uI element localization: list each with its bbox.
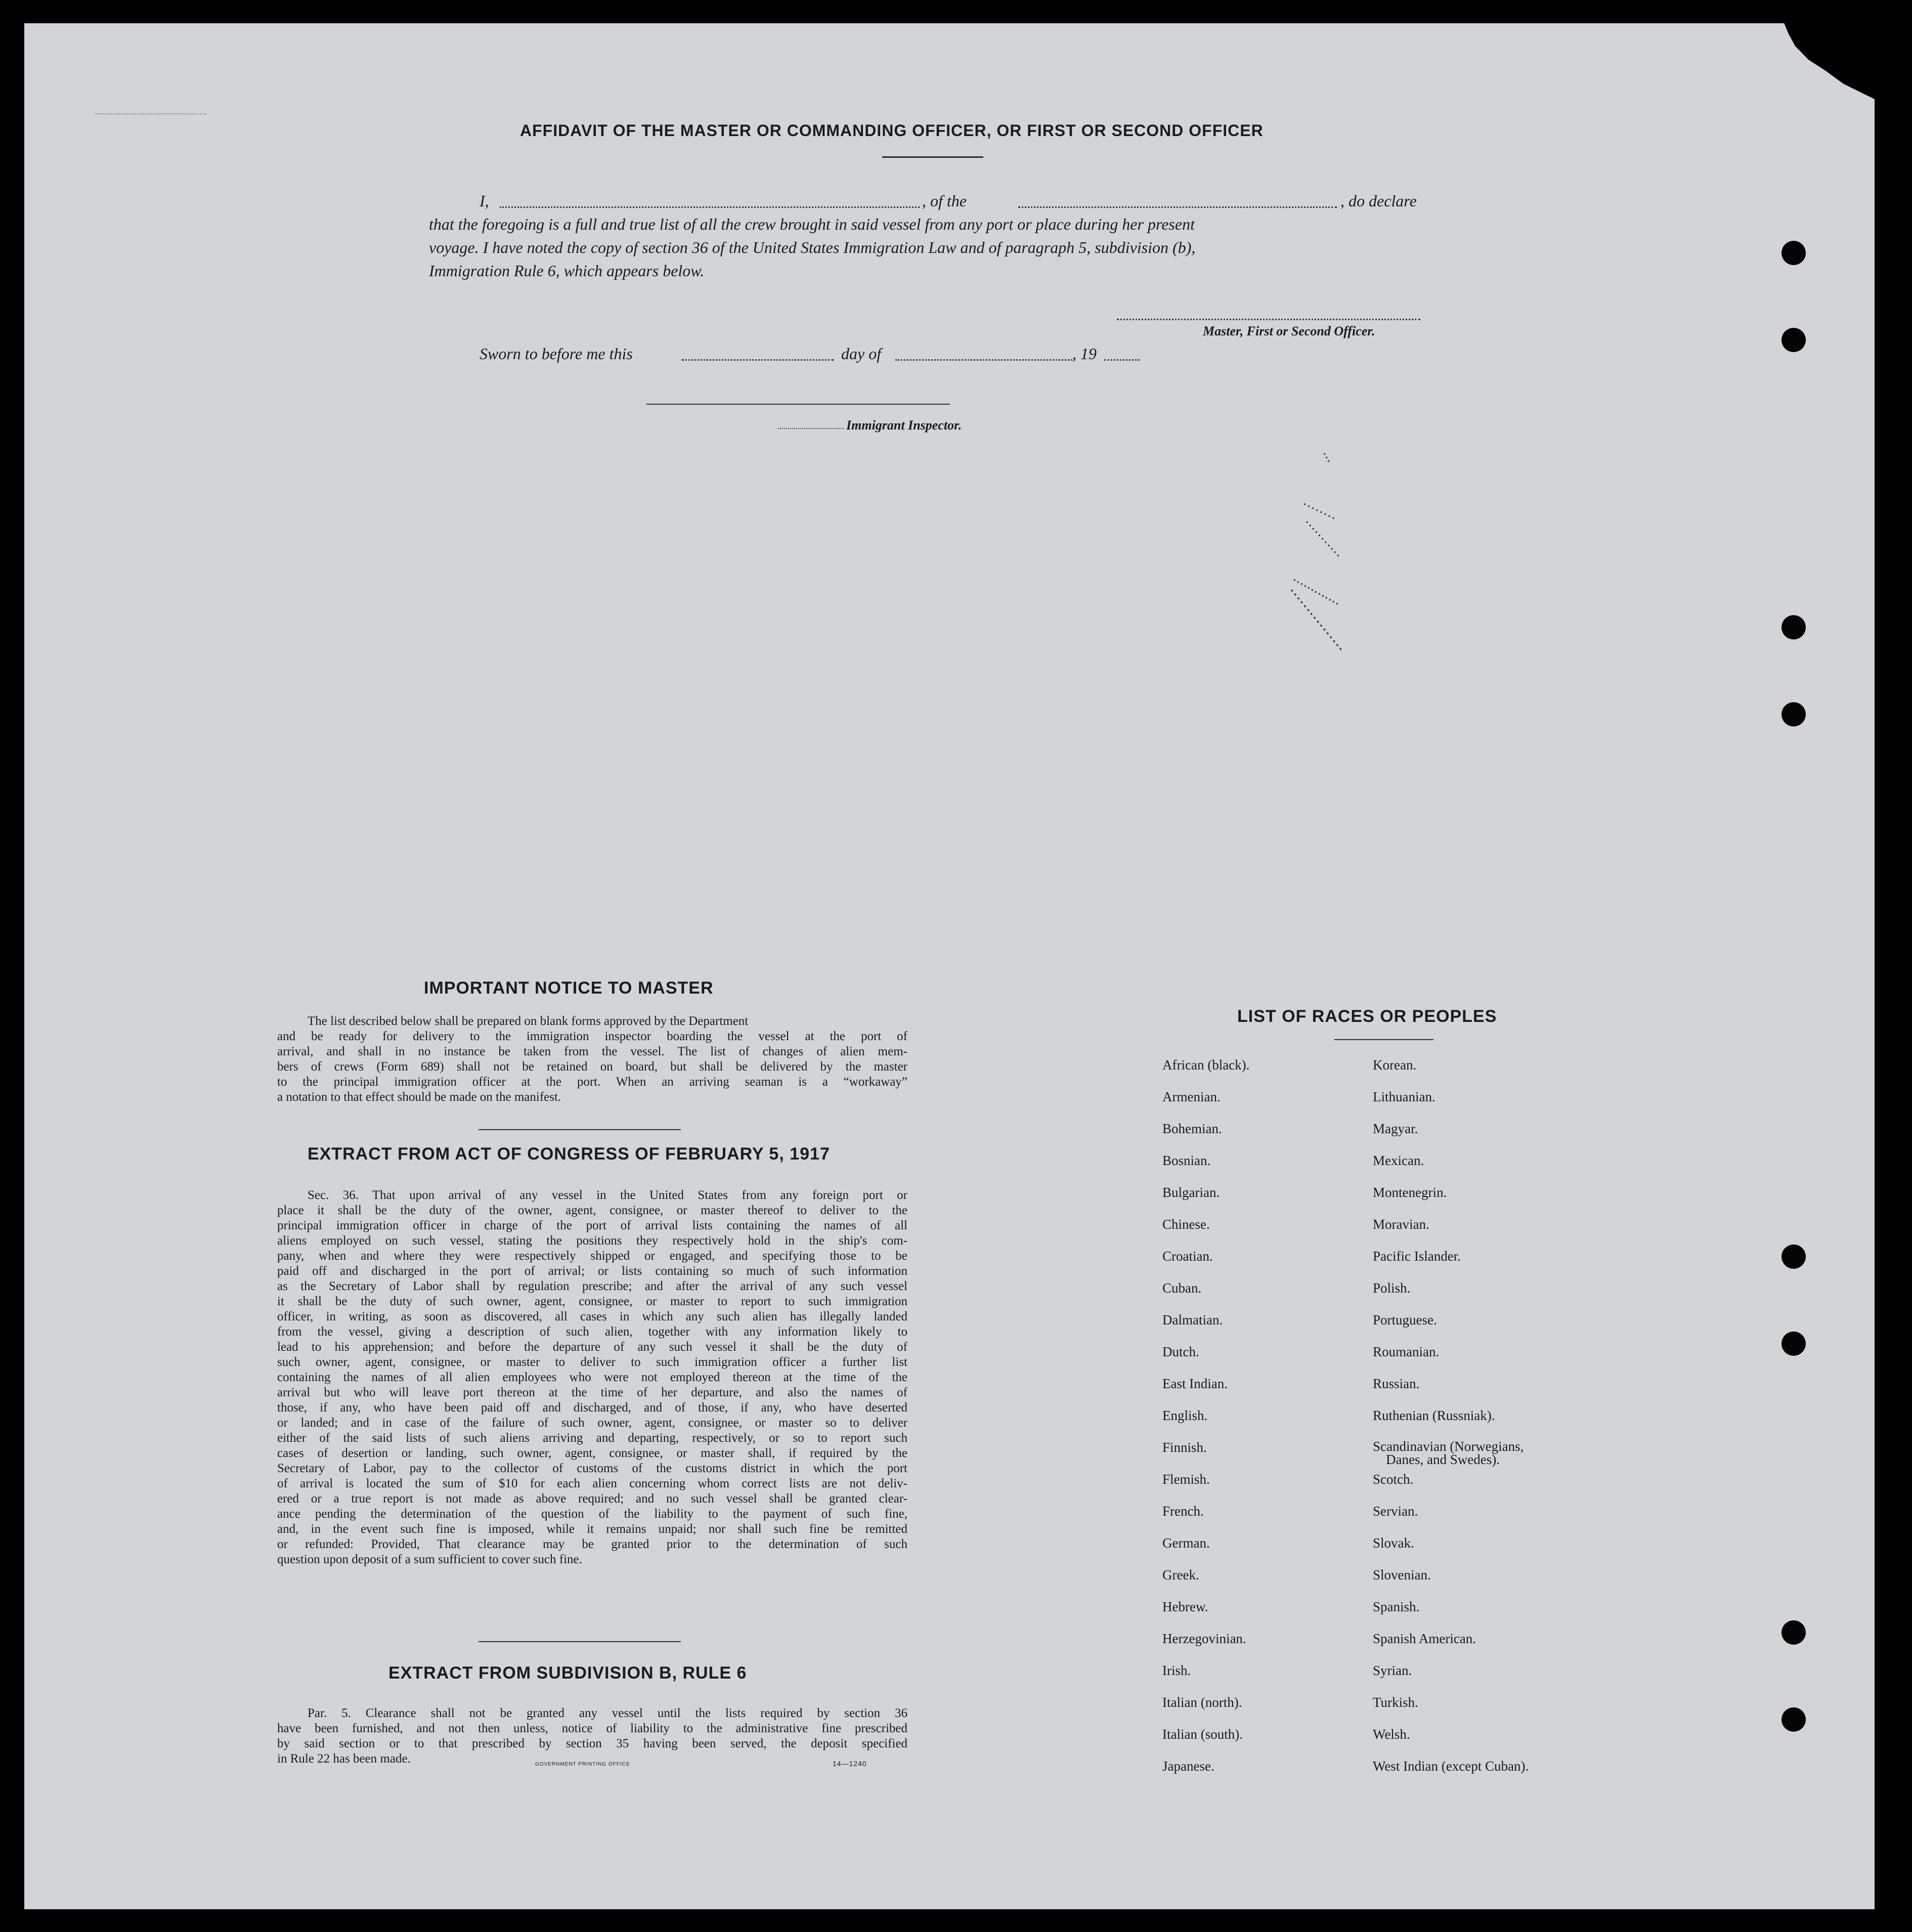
act-line: either of the said lists of such aliens arriving and departing, respectively, or so to report such: [277, 1431, 907, 1445]
act-line: as the Secretary of Labor shall by regulation prescribe; and after the arrival of any such vessel: [277, 1279, 907, 1293]
act-line: officer, in writing, as soon as discovered, all cases in which any such alien has illegally landed: [277, 1310, 907, 1323]
sworn-day-of: day of: [841, 345, 882, 363]
declaration-line-3: voyage. I have noted the copy of section 36 of the United States Immigration Law and of paragraph 5, subdivision (b),: [429, 238, 1196, 256]
act-title: EXTRACT FROM ACT OF CONGRESS OF FEBRUARY 5, 1917: [308, 1144, 830, 1164]
printer-imprint: GOVERNMENT PRINTING OFFICE: [535, 1762, 630, 1767]
vessel-name-field[interactable]: [1018, 206, 1337, 208]
race-item: Scotch.: [1373, 1472, 1414, 1487]
notice-body: [277, 1014, 907, 1105]
binder-hole: [1781, 328, 1806, 352]
notice-divider: [479, 1129, 681, 1130]
binder-hole: [1781, 1332, 1806, 1356]
rule-line: by said section or to that prescribed by section 35 having been served, the deposit specified: [277, 1737, 907, 1750]
race-item: Syrian.: [1373, 1663, 1412, 1678]
race-item: Spanish American.: [1373, 1631, 1476, 1646]
race-item: Greek.: [1162, 1567, 1199, 1582]
officer-signature-line[interactable]: [1117, 319, 1420, 320]
race-item: Dutch.: [1162, 1344, 1199, 1359]
act-line: Sec. 36. That upon arrival of any vessel in the United States from any foreign port or: [308, 1188, 907, 1202]
notice-line: to the principal immigration officer at the port. When an arriving seaman is a “workaway”: [277, 1075, 907, 1089]
act-line: question upon deposit of a sum sufficient to cover such fine.: [277, 1553, 582, 1566]
race-item: Pacific Islander.: [1373, 1249, 1461, 1264]
rule-body: [277, 1706, 907, 1767]
declaration-pronoun: I,: [480, 192, 489, 210]
race-item: Portuguese.: [1373, 1312, 1437, 1327]
binder-hole: [1781, 1620, 1806, 1645]
act-line: from the vessel, giving a description of such alien, together with any information likely to: [277, 1325, 907, 1339]
notice-line: The list described below shall be prepared on blank forms approved by the Department: [308, 1014, 749, 1028]
race-item: Chinese.: [1162, 1217, 1210, 1232]
races-column-1: [1162, 1057, 1249, 1790]
act-line: principal immigration officer in charge of the port of arrival lists containing the names of all: [277, 1219, 907, 1232]
declarant-name-field[interactable]: [500, 206, 920, 208]
race-item-continuation: Danes, and Swedes).: [1386, 1452, 1500, 1467]
race-item: Italian (north).: [1162, 1695, 1242, 1710]
binder-hole: [1781, 241, 1806, 265]
race-item: German.: [1162, 1535, 1210, 1551]
race-item: Bosnian.: [1162, 1153, 1211, 1168]
act-line: Secretary of Labor, pay to the collector of customs of the customs district in which the port: [277, 1462, 907, 1475]
sworn-month-field[interactable]: [895, 359, 1072, 361]
declaration-line-4: Immigration Rule 6, which appears below.: [429, 262, 705, 280]
act-line: paid off and discharged in the port of arrival; or lists containing so much of such information: [277, 1264, 907, 1278]
declaration-do-declare: , do declare: [1340, 192, 1417, 210]
race-item: Slovak.: [1373, 1535, 1414, 1551]
declaration-line-1: [480, 189, 1461, 212]
race-item: Polish.: [1373, 1280, 1411, 1296]
notice-line: and be ready for delivery to the immigration inspector boarding the vessel at the port of: [277, 1029, 907, 1043]
binder-hole: [1781, 615, 1806, 639]
race-item: French.: [1162, 1504, 1204, 1519]
race-item: Servian.: [1373, 1504, 1418, 1519]
race-item: Russian.: [1373, 1376, 1420, 1391]
inspector-signature-line[interactable]: [646, 404, 950, 405]
binder-hole: [1781, 1707, 1806, 1732]
act-body: [277, 1188, 907, 1567]
race-item: Bulgarian.: [1162, 1185, 1220, 1200]
race-item: Dalmatian.: [1162, 1312, 1223, 1327]
inspector-label: Immigrant Inspector.: [846, 418, 962, 433]
races-title: LIST OF RACES OR PEOPLES: [1237, 1007, 1497, 1026]
race-item: East Indian.: [1162, 1376, 1228, 1391]
races-title-rule: [1334, 1039, 1433, 1040]
declaration-line-2: that the foregoing is a full and true list of all the crew brought in said vessel from any port or place during her present: [429, 215, 1195, 233]
race-item: Ruthenian (Russniak).: [1373, 1408, 1495, 1423]
race-item: Montenegrin.: [1373, 1185, 1447, 1200]
act-line: or refunded: Provided, That clearance may be granted prior to the determination of such: [277, 1537, 907, 1551]
act-line: place it shall be the duty of the owner, agent, consignee, or master thereof to deliver to the: [277, 1204, 907, 1217]
act-line: aliens employed on such vessel, stating the positions they respectively hold in the ship's com-: [277, 1234, 907, 1248]
race-item: Spanish.: [1373, 1599, 1420, 1614]
race-item: West Indian (except Cuban).: [1373, 1758, 1529, 1774]
declaration-of-the: , of the: [922, 192, 967, 210]
act-line: those, if any, who have been paid off and discharged, and of those, if any, who have deserted: [277, 1401, 907, 1414]
torn-corner: [1764, 23, 1875, 99]
act-line: lead to his apprehension; and before the departure of any such vessel it shall be the duty of: [277, 1340, 907, 1354]
race-item-multiline: [1373, 1440, 1529, 1472]
race-item: Moravian.: [1373, 1217, 1429, 1232]
affidavit-title-rule: [882, 156, 983, 158]
act-line: ered or a true report is not made as above required; and no such vessel shall be granted clear-: [277, 1492, 907, 1506]
act-line: and, in the event such fine is imposed, while it remains unpaid; nor shall such fine be remitted: [277, 1522, 907, 1536]
rule-line: have been furnished, and not then unless, notice of liability to the administrative fine prescribed: [277, 1722, 907, 1735]
rule-title: EXTRACT FROM SUBDIVISION B, RULE 6: [388, 1663, 747, 1683]
notice-line: arrival, and shall in no instance be taken from the vessel. The list of changes of alien mem-: [277, 1045, 907, 1058]
race-item: Lithuanian.: [1373, 1089, 1436, 1104]
race-item: Scandinavian (Norwegians,: [1373, 1439, 1524, 1454]
sworn-line: [480, 342, 1188, 365]
race-item: Herzegovinian.: [1162, 1631, 1246, 1646]
bleed-through-mark: [95, 113, 206, 114]
races-column-2: [1373, 1057, 1529, 1790]
act-line: pany, when and where they were respectively shipped or engaged, and specifying those to be: [277, 1249, 907, 1263]
rule-line: Par. 5. Clearance shall not be granted any vessel until the lists required by section 36: [308, 1706, 907, 1720]
notice-title: IMPORTANT NOTICE TO MASTER: [424, 978, 714, 998]
notice-line: a notation to that effect should be made on the manifest.: [277, 1090, 561, 1104]
sworn-year-field[interactable]: [1104, 359, 1140, 361]
affidavit-title: AFFIDAVIT OF THE MASTER OR COMMANDING OFFICER, OR FIRST OR SECOND OFFICER: [520, 121, 1264, 140]
act-line: such owner, agent, consignee, or master to deliver to such immigration officer a further list: [277, 1355, 907, 1369]
sworn-prefix: Sworn to before me this: [480, 345, 633, 363]
race-item: English.: [1162, 1408, 1208, 1423]
form-code: 14—1240: [833, 1759, 867, 1768]
race-item: Finnish.: [1162, 1440, 1207, 1455]
race-item: African (black).: [1162, 1057, 1250, 1072]
notice-line: bers of crews (Form 689) shall not be retained on board, but shall be delivered by the master: [277, 1060, 907, 1074]
race-item: Turkish.: [1373, 1695, 1418, 1710]
sworn-day-field[interactable]: [682, 359, 834, 361]
act-line: cases of desertion or landing, such owner, agent, consignee, or master shall, if required by the: [277, 1446, 907, 1460]
race-item: Hebrew.: [1162, 1599, 1208, 1614]
binder-hole: [1781, 702, 1806, 726]
race-item: Japanese.: [1162, 1758, 1214, 1774]
race-item: Magyar.: [1373, 1121, 1418, 1136]
act-line: it shall be the duty of such owner, agent, consignee, or master to report to such immigration: [277, 1295, 907, 1308]
race-item: Cuban.: [1162, 1280, 1202, 1296]
race-item: Mexican.: [1373, 1153, 1424, 1168]
race-item: Roumanian.: [1373, 1344, 1440, 1359]
race-item: Welsh.: [1373, 1727, 1410, 1742]
act-divider: [479, 1641, 681, 1642]
race-item: Flemish.: [1162, 1472, 1210, 1487]
rule-line: in Rule 22 has been made.: [277, 1752, 411, 1766]
act-line: containing the names of all alien employees who were not employed thereon at the time of the: [277, 1370, 907, 1384]
form-sheet: [24, 23, 1875, 1909]
act-line: of arrival is located the sum of $10 for each alien concerning whom correct lists are not deliv-: [277, 1477, 907, 1490]
act-line: arrival but who will leave port thereon at the time of her departure, and also the names of: [277, 1386, 907, 1399]
sworn-year-prefix: , 19: [1072, 345, 1097, 363]
race-item: Slovenian.: [1373, 1567, 1431, 1582]
race-item: Armenian.: [1162, 1089, 1221, 1104]
race-item: Bohemian.: [1162, 1121, 1222, 1136]
act-line: or landed; and in case of the failure of such owner, agent, consignee, or master so to deliver: [277, 1416, 907, 1430]
stray-pen-marks: [1289, 438, 1365, 666]
race-item: Irish.: [1162, 1663, 1191, 1678]
race-item: Korean.: [1373, 1057, 1417, 1072]
inspector-dotted-lead: [778, 428, 844, 429]
race-item: Croatian.: [1162, 1249, 1213, 1264]
binder-hole: [1781, 1244, 1806, 1269]
officer-signature-label: Master, First or Second Officer.: [1203, 324, 1375, 338]
race-item: Italian (south).: [1162, 1727, 1243, 1742]
act-line: ance pending the determination of the question of the liability to the payment of such fine,: [277, 1507, 907, 1521]
